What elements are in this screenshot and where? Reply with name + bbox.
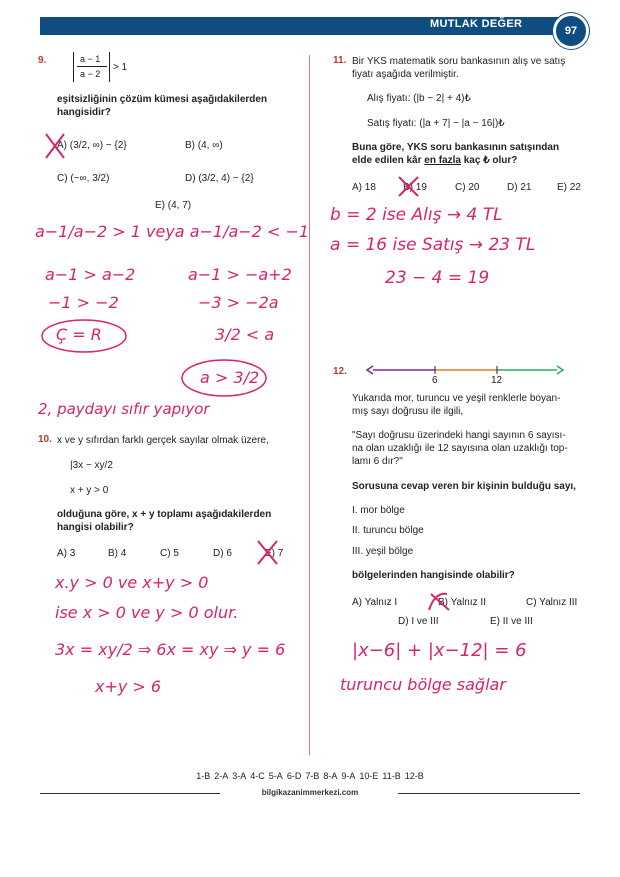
q12-option-c[interactable]: C) Yalnız III	[526, 597, 578, 608]
q10-eq1: |3x − xy/2	[70, 460, 113, 471]
q9-option-d[interactable]: D) (3/2, 4) − {2}	[185, 173, 254, 184]
hw-q9-step3: a−1 > −a+2	[188, 265, 292, 284]
hw-q10-line1: x.y > 0 ve x+y > 0	[55, 573, 209, 592]
hw-q9-line1: a−1/a−2 > 1 veya a−1/a−2 < −1	[35, 222, 310, 241]
q12-tick-6: 6	[432, 375, 438, 386]
q11-buy-price: Alış fiyatı: (|b − 2| + 4)₺	[367, 93, 471, 104]
q11-sell-price: Satış fiyatı: (|a + 7| − |a − 16|)₺	[367, 118, 505, 129]
q12-text-line2: mış sayı doğrusu ile ilgili,	[352, 406, 464, 417]
q11-option-e[interactable]: E) 22	[557, 182, 581, 193]
q10-option-c[interactable]: C) 5	[160, 548, 179, 559]
q12-option-d[interactable]: D) I ve III	[398, 616, 439, 627]
q9-option-c[interactable]: C) (−∞, 3/2)	[57, 173, 110, 184]
q12-question-line2: bölgelerinden hangisinde olabilir?	[352, 570, 515, 581]
q9-expr-den: a − 2	[80, 69, 101, 79]
q10-option-a[interactable]: A) 3	[57, 548, 76, 559]
q11-text-line1: Bir YKS matematik soru bankasının alış ve satış	[352, 56, 566, 67]
abs-bar-right	[109, 52, 110, 82]
q12-number-line	[365, 362, 565, 382]
hw-q12-line1: |x−6| + |x−12| = 6	[352, 640, 527, 661]
hw-q12-line2: turuncu bölge sağlar	[340, 675, 506, 694]
q9-option-b[interactable]: B) (4, ∞)	[185, 140, 223, 151]
q10-text: x ve y sıfırdan farklı gerçek sayılar olmak üzere,	[57, 435, 269, 446]
hw-q11-line3: 23 − 4 = 19	[385, 268, 490, 288]
q12-option-e[interactable]: E) II ve III	[490, 616, 533, 627]
q10-option-d[interactable]: D) 6	[213, 548, 232, 559]
column-divider	[309, 55, 310, 755]
hw-q10-line2: ise x > 0 ve y > 0 olur.	[55, 603, 239, 622]
q12-quote-line2: na olan uzaklığı ile 12 sayısına olan uzaklığı top-	[352, 443, 568, 454]
hw-q9-step2: −1 > −2	[48, 293, 119, 312]
q12-text-line1: Yukarıda mor, turuncu ve yeşil renklerle boyan-	[352, 393, 561, 404]
q11-option-b[interactable]: B) 19	[403, 182, 427, 193]
hw-circle-1	[40, 318, 130, 356]
footer-site: bilgikazanimmerkezi.com	[261, 788, 359, 797]
answer-key: 1-B 2-A 3-A 4-C 5-A 6-D 7-B 8-A 9-A 10-E 11-B 12-B	[196, 771, 424, 781]
q9-option-a[interactable]: A) (3/2, ∞) − {2}	[57, 140, 127, 151]
hw-q9-step5: 3/2 < a	[215, 325, 275, 344]
hw-q9-step4: −3 > −2a	[198, 293, 279, 312]
chapter-title: MUTLAK DEĞER	[430, 18, 523, 30]
q9-expr-num: a − 1	[80, 54, 101, 64]
q11-question-line1: Buna göre, YKS soru bankasının satışından	[352, 142, 560, 153]
q10-number: 10.	[38, 434, 52, 445]
hw-q9-note: 2, paydayı sıfır yapıyor	[38, 400, 210, 418]
abs-bar-left	[73, 52, 74, 82]
q10-option-e[interactable]: E) 7	[265, 548, 284, 559]
hw-q10-line4: x+y > 6	[95, 677, 162, 696]
q10-question-line1: olduğuna göre, x + y toplamı aşağıdakilerden	[57, 509, 272, 520]
hw-q9-step1: a−1 > a−2	[45, 265, 136, 284]
hw-q9-result2: a > 3/2	[200, 368, 260, 387]
q12-item-2: II. turuncu bölge	[352, 525, 424, 536]
hw-q9-result1: Ç = R	[56, 325, 102, 344]
hw-q11-line2: a = 16 ise Satış → 23 TL	[330, 235, 536, 255]
q10-eq2: x + y > 0	[70, 485, 109, 496]
q12-quote-line3: lamı 6 dır?"	[352, 456, 403, 467]
q10-answer-mark	[255, 538, 284, 568]
q12-quote-line1: "Sayı doğrusu üzerindeki hangi sayının 6 sayısı-	[352, 430, 566, 441]
hw-circle-2	[180, 358, 270, 400]
q10-question-line2: hangisi olabilir?	[57, 522, 134, 533]
q9-fraction-bar	[77, 66, 107, 67]
q12-question-line1: Sorusuna cevap veren bir kişinin bulduğu sayı,	[352, 481, 576, 492]
q9-text-line2: hangisidir?	[57, 107, 111, 118]
q11-question-line2: elde edilen kâr en fazla kaç ₺ olur?	[352, 155, 518, 166]
q9-option-e[interactable]: E) (4, 7)	[155, 200, 192, 211]
q9-number: 9.	[38, 55, 47, 66]
q12-answer-mark	[425, 588, 455, 616]
q9-answer-mark	[42, 130, 72, 162]
q12-number: 12.	[333, 366, 347, 377]
hw-q10-line3: 3x = xy/2 ⇒ 6x = xy ⇒ y = 6	[55, 640, 286, 659]
q9-expr-rhs: > 1	[113, 62, 128, 73]
q10-option-b[interactable]: B) 4	[108, 548, 127, 559]
q11-answer-mark	[396, 174, 422, 200]
q11-number: 11.	[333, 55, 347, 66]
page-number: 97	[553, 13, 589, 49]
q12-item-3: III. yeşil bölge	[352, 546, 414, 557]
q11-option-d[interactable]: D) 21	[507, 182, 532, 193]
footer-line-right	[398, 793, 580, 794]
q12-tick-12: 12	[491, 375, 503, 386]
q11-option-a[interactable]: A) 18	[352, 182, 376, 193]
q11-text-line2: fiyatı aşağıda verilmiştir.	[352, 69, 459, 80]
q12-item-1: I. mor bölge	[352, 505, 405, 516]
q11-option-c[interactable]: C) 20	[455, 182, 480, 193]
q12-option-a[interactable]: A) Yalnız I	[352, 597, 398, 608]
q12-option-b[interactable]: B) Yalnız II	[438, 597, 486, 608]
q9-text-line1: eşitsizliğinin çözüm kümesi aşağıdakilerden	[57, 94, 268, 105]
hw-q11-line1: b = 2 ise Alış → 4 TL	[330, 205, 503, 225]
